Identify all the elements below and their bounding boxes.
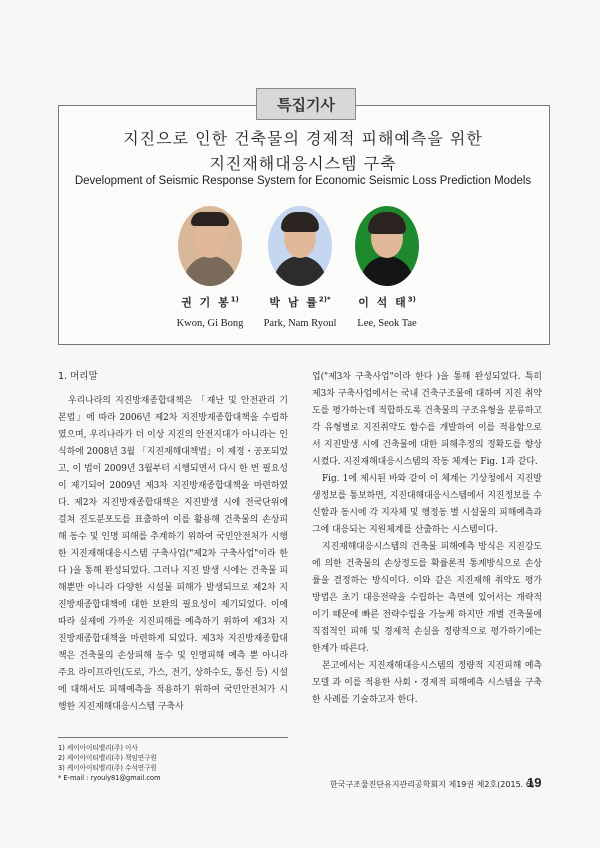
paragraph: 본고에서는 지진재해대응시스템의 정량적 지진피해 예측 모델 과 이를 적용한 사회・경제적 피해예측 시스템을 구축한 사례를 기술하고자 한다.	[312, 661, 542, 705]
left-column	[58, 368, 288, 716]
footnote: 2) 케이아이티밸리(주) 책임연구원	[58, 754, 157, 762]
right-column	[312, 369, 542, 709]
journal-footer: 한국구조물진단유지관리공학회지 제19권 제2호(2015. 6)	[330, 780, 534, 789]
title-line-2: 지진재해대응시스템 구축	[209, 154, 397, 173]
section-heading: 1. 머리말	[58, 371, 98, 382]
paragraph: Fig. 1에 제시된 바와 같이 이 체계는 기상청에서 지진발생정보를 통보하면, 지진대해대응시스템에서 지진정보를 수신함과 동시에 각 지자체 및 행정동 별 시설물의 피해예측과 그에 대응되는 지원체계를 산출하는 시스템이다.	[312, 474, 542, 535]
author-name-eng-1: Kwon, Gi Bong	[176, 318, 244, 329]
paragraph: 업("제3차 구축사업"이라 한다 )을 통해 완성되었다. 특히 제3차 구축사업에서는 국내 건축구조물에 대하여 지진 취약도를 평가하는데 적합하도록 건축물의 구조유형을 분류하고 각 유형별로 지진취약도 함수를 개발하여 이를 적용함으로서 지진발생 시에 건축물에 대한 피해추정의 정확도를 향상시켰다. 지진재해대응시스템의 작동 체계는 Fig. 1과 같다.	[312, 372, 542, 467]
page-number: 19	[527, 775, 542, 790]
paragraph: 우리나라의 지진방재종합대책은 「재난 및 안전관리 기본법」에 따라 2006년 제2차 지진방재종합대책을 수립하였으며, 우리나라가 더 이상 지진의 안전지대가 아니라는 인식하에 2008년 3월 「지진재해대책법」이 제정・공포되었고, 이 법이 2009년 3월부터 시행되면서 다시 한 번 필요성이 제기되어 2009년 제3차 지진방재종합대책을 마련하였다. 제2차 지진방재종합대책은 지진발생 시에 전국단위에 걸쳐 진도분포도를 표출하여 이를 활용해 건축물의 손상피해 동수 및 인명 피해를 추계하기 위하여 국민안전처가 시행한 지진재해대응시스템 구축사업("제2차 구축사업"이라 한다 )을 통해 완성되었다. 그러나 지진 발생 시에는 건축물 피해뿐만 아니라 다양한 시설물 피해가 발생되므로 제2차 지진방재종합대책에 대한 보완의 필요성이 제기되었다. 이에 따라 실제에 가까운 지진피해를 예측하기 위하여 제3차 지진방재종합대책을 마련하게 되었다. 제3차 지진방재종합대책은 건축물의 손상피해 동수 및 인명피해 예측 뿐 아니라 주요 라이프라인(도로, 가스, 전기, 상하수도, 통신 등) 시설에 대해서도 피해예측을 적용하기 위하여 국민안전처가 시행한 지진재해대응시스템 구축사	[58, 396, 288, 712]
footnote: 3) 케이아이티밸리(주) 수석연구원	[58, 764, 157, 772]
author-name-eng-3: Lee, Seok Tae	[357, 318, 417, 329]
author-name-eng-2: Park, Nam Ryoul	[263, 318, 337, 329]
author-photo-2	[268, 206, 332, 286]
author-name-kor-2: 박 남 률$^{2)*}$	[269, 295, 331, 309]
author-3	[327, 206, 447, 329]
footnote-email: * E-mail : ryouly81@gmail.com	[58, 774, 161, 782]
author-name-kor-1: 권 기 봉$^{1)}$	[181, 295, 239, 309]
author-photo-3	[355, 206, 419, 286]
paragraph: 지진재해대응시스템의 건축물 피해예측 방식은 지진강도에 의한 건축물의 손상정도를 확률론적 통계방식으로 손상률을 결정하는 방식이다. 이와 같은 지진재해 취약도 평가 방법은 초기 대응전략을 수립하는 측면에 있어서는 개략적이기 때문에 빠른 전략수립을 가능케 하지만 개별 건축물에 직접적인 피해 및 경제적 손실을 정량적으로 평가하기에는 한계가 따른다.	[312, 542, 542, 654]
title-line-1: 지진으로 인한 건축물의 경제적 피해예측을 위한	[123, 129, 483, 148]
footnote: 1) 케이아이티밸리(주) 이사	[58, 744, 138, 752]
english-title: Development of Seismic Response System for Economic Seismic Loss Prediction Models	[74, 175, 532, 187]
section-badge: 특집기사	[256, 88, 356, 120]
footnotes	[58, 737, 288, 783]
author-name-kor-3: 이 석 태$^{3)}$	[358, 295, 416, 309]
author-photo-1	[178, 206, 242, 286]
